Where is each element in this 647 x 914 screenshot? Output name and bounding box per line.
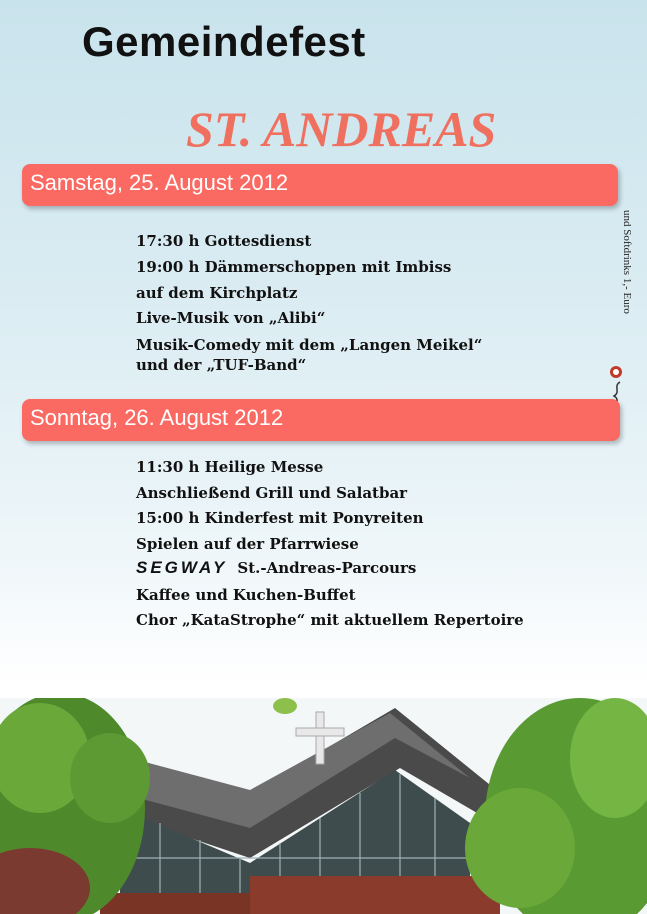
segway-row	[136, 558, 416, 578]
list-item: 15:00 h Kinderfest mit Ponyreiten	[136, 509, 424, 527]
sunday-banner	[22, 399, 620, 441]
saturday-banner	[22, 164, 618, 206]
page-title: Gemeindefest	[82, 18, 366, 65]
sunday-heading: Sonntag, 26. August 2012	[30, 405, 284, 430]
page-subtitle: ST. ANDREAS	[186, 101, 497, 157]
list-item: und der „TUF-Band“	[136, 356, 307, 374]
list-item: Spielen auf der Pfarrwiese	[136, 535, 359, 553]
list-item: Anschließend Grill und Salatbar	[136, 484, 408, 502]
list-item: Kaffee und Kuchen-Buffet	[136, 586, 356, 604]
side-note	[603, 210, 643, 410]
saturday-heading: Samstag, 25. August 2012	[30, 170, 289, 195]
church-photo	[0, 698, 647, 914]
list-item: 11:30 h Heilige Messe	[136, 458, 324, 476]
side-note-text: und Softdrinks 1,- Euro	[621, 210, 633, 314]
church-illustration	[0, 698, 647, 914]
list-item: Chor „KataStrophe“ mit aktuellem Repertoire	[136, 611, 524, 629]
segway-text: St.-Andreas-Parcours	[237, 559, 417, 577]
list-item: Live-Musik von „Alibi“	[136, 309, 326, 327]
list-item: Musik-Comedy mit dem „Langen Meikel“	[136, 336, 483, 354]
segway-logo: SEGWAY	[136, 558, 228, 577]
list-item: 19:00 h Dämmerschoppen mit Imbiss	[136, 258, 452, 276]
list-item: 17:30 h Gottesdienst	[136, 232, 312, 250]
list-item: auf dem Kirchplatz	[136, 284, 298, 302]
